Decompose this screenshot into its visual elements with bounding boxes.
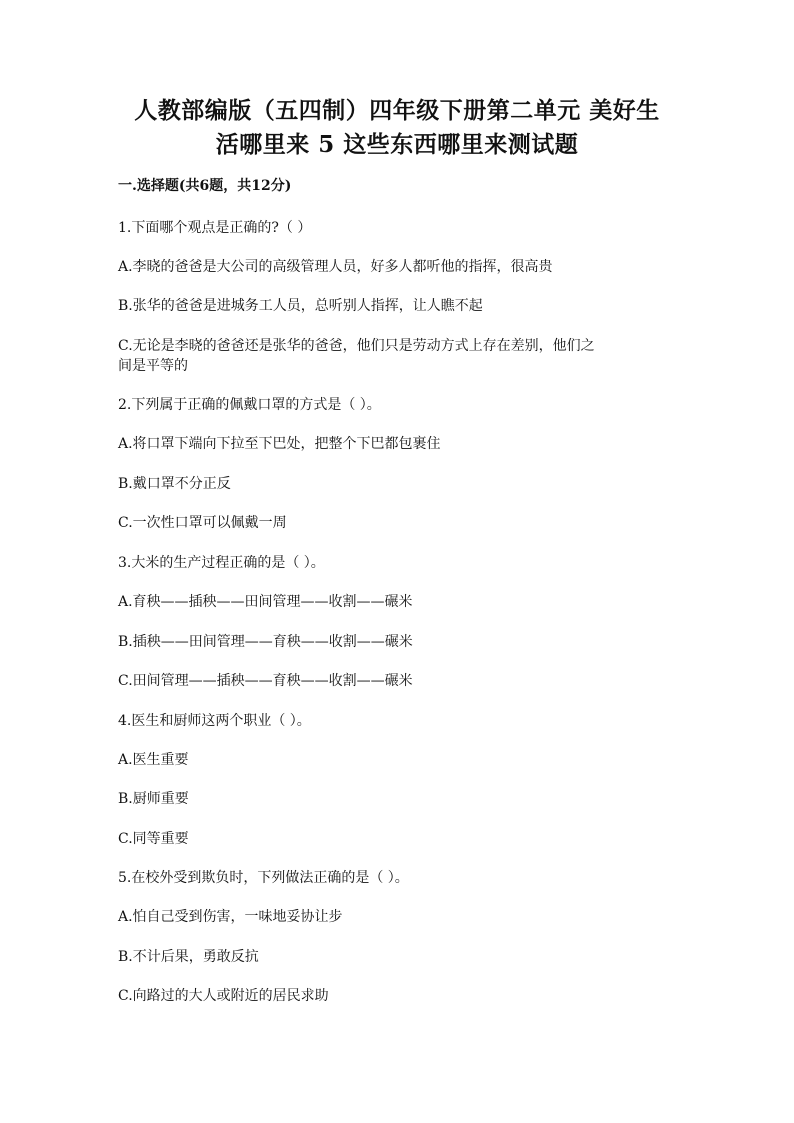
- question-5-option-a: A.怕自己受到伤害，一味地妥协让步: [118, 909, 343, 925]
- question-3-option-a: A.育秧——插秧——田间管理——收割——碾米: [118, 594, 413, 610]
- question-3-stem: 3.大米的生产过程正确的是（ ）。: [118, 555, 325, 571]
- question-1-option-c: C.无论是李晓的爸爸还是张华的爸爸，他们只是劳动方式上存在差别，他们之: [118, 338, 595, 354]
- question-4-stem: 4.医生和厨师这两个职业（ ）。: [118, 713, 311, 729]
- document-title-line-1: 人教部编版（五四制）四年级下册第二单元 美好生: [134, 97, 660, 124]
- question-3-option-b: B.插秧——田间管理——育秧——收割——碾米: [118, 634, 413, 650]
- question-1-option-b: B.张华的爸爸是进城务工人员，总听别人指挥，让人瞧不起: [118, 298, 483, 314]
- question-4-option-b: B.厨师重要: [118, 791, 189, 807]
- section-heading: 一.选择题(共6题，共12分): [118, 178, 292, 194]
- question-1-option-c-continued: 间是平等的: [118, 358, 188, 374]
- question-4-option-c: C.同等重要: [118, 831, 189, 847]
- question-5-option-b: B.不计后果，勇敢反抗: [118, 949, 259, 965]
- question-3-option-c: C.田间管理——插秧——育秧——收割——碾米: [118, 673, 413, 689]
- question-2-option-a: A.将口罩下端向下拉至下巴处，把整个下巴都包裹住: [118, 436, 441, 452]
- question-2-stem: 2.下列属于正确的佩戴口罩的方式是（ ）。: [118, 397, 381, 413]
- question-2-option-b: B.戴口罩不分正反: [118, 476, 231, 492]
- document-title-line-2: 活哪里来 5 这些东西哪里来测试题: [215, 131, 579, 158]
- question-2-option-c: C.一次性口罩可以佩戴一周: [118, 515, 287, 531]
- question-1-option-a: A.李晓的爸爸是大公司的高级管理人员，好多人都听他的指挥，很高贵: [118, 259, 553, 275]
- question-5-option-c: C.向路过的大人或附近的居民求助: [118, 988, 329, 1004]
- question-4-option-a: A.医生重要: [118, 752, 189, 768]
- question-5-stem: 5.在校外受到欺负时，下列做法正确的是（ ）。: [118, 870, 409, 886]
- question-1-stem: 1.下面哪个观点是正确的?（ ）: [118, 220, 312, 236]
